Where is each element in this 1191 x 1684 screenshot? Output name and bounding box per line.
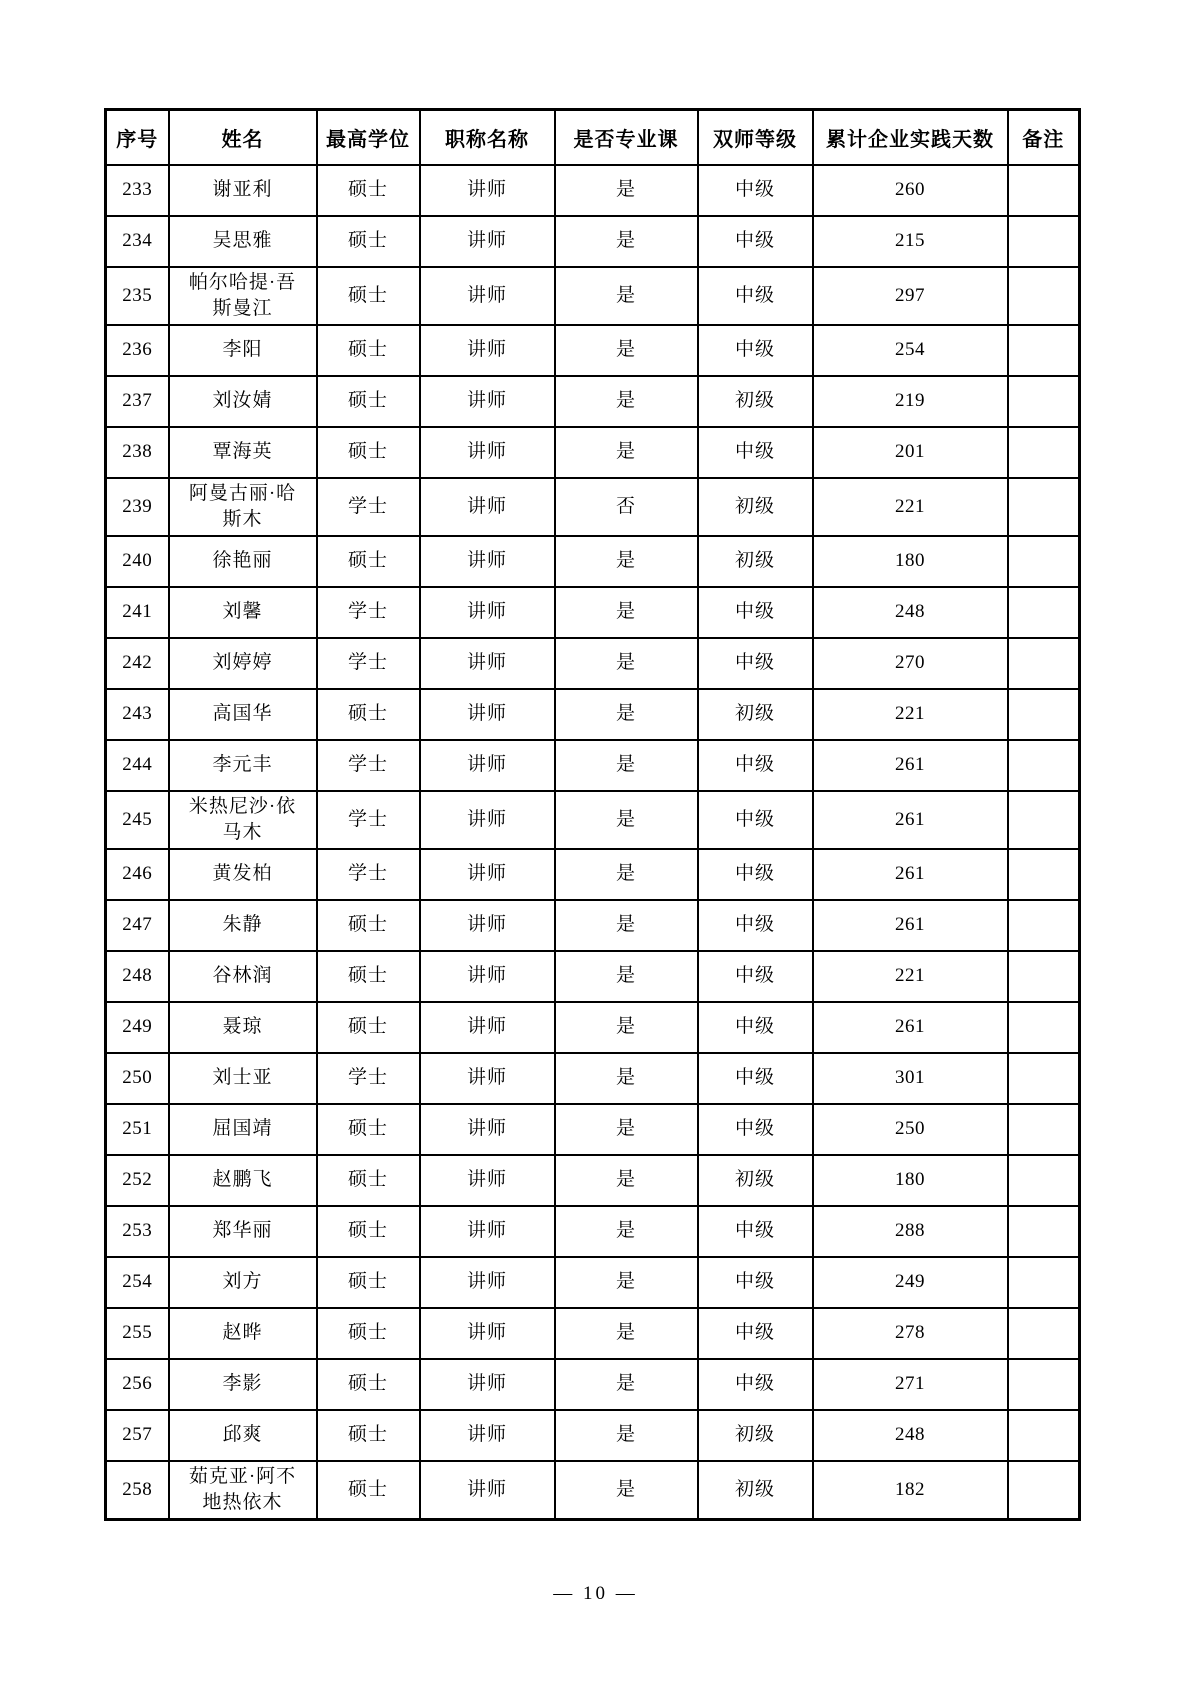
- cell-remark: [1008, 638, 1080, 689]
- cell-name: 邱爽: [169, 1410, 317, 1461]
- cell-is_professional_course: 是: [555, 1461, 698, 1520]
- table-row: [106, 951, 1080, 1002]
- cell-remark: [1008, 689, 1080, 740]
- table-row: [106, 849, 1080, 900]
- cell-title: 讲师: [420, 638, 555, 689]
- cell-degree: 硕士: [317, 427, 420, 478]
- cell-dual_teacher_level: 初级: [698, 1155, 813, 1206]
- table-row: [106, 1257, 1080, 1308]
- cell-practice_days: 301: [813, 1053, 1008, 1104]
- cell-index: 255: [106, 1308, 169, 1359]
- cell-name: 屈国靖: [169, 1104, 317, 1155]
- cell-name: 覃海英: [169, 427, 317, 478]
- cell-degree: 硕士: [317, 165, 420, 216]
- cell-dual_teacher_level: 中级: [698, 740, 813, 791]
- table-row: [106, 689, 1080, 740]
- cell-name: 刘馨: [169, 587, 317, 638]
- cell-dual_teacher_level: 中级: [698, 951, 813, 1002]
- table-row: [106, 216, 1080, 267]
- cell-dual_teacher_level: 中级: [698, 587, 813, 638]
- table-row: [106, 325, 1080, 376]
- cell-index: 238: [106, 427, 169, 478]
- cell-remark: [1008, 900, 1080, 951]
- cell-is_professional_course: 是: [555, 689, 698, 740]
- cell-index: 253: [106, 1206, 169, 1257]
- cell-remark: [1008, 587, 1080, 638]
- cell-degree: 硕士: [317, 376, 420, 427]
- cell-index: 258: [106, 1461, 169, 1520]
- cell-degree: 硕士: [317, 267, 420, 325]
- cell-is_professional_course: 是: [555, 427, 698, 478]
- cell-degree: 硕士: [317, 1206, 420, 1257]
- cell-remark: [1008, 1104, 1080, 1155]
- cell-name: 徐艳丽: [169, 536, 317, 587]
- cell-remark: [1008, 1461, 1080, 1520]
- cell-degree: 硕士: [317, 1308, 420, 1359]
- cell-name: 谷林润: [169, 951, 317, 1002]
- cell-dual_teacher_level: 中级: [698, 216, 813, 267]
- cell-title: 讲师: [420, 165, 555, 216]
- cell-is_professional_course: 是: [555, 849, 698, 900]
- cell-remark: [1008, 791, 1080, 849]
- cell-degree: 硕士: [317, 689, 420, 740]
- table-row: [106, 478, 1080, 536]
- cell-practice_days: 221: [813, 478, 1008, 536]
- cell-name: 米热尼沙·依马木: [169, 791, 317, 849]
- cell-name: 茹克亚·阿不地热依木: [169, 1461, 317, 1520]
- cell-practice_days: 221: [813, 689, 1008, 740]
- cell-dual_teacher_level: 中级: [698, 638, 813, 689]
- cell-practice_days: 215: [813, 216, 1008, 267]
- cell-practice_days: 180: [813, 1155, 1008, 1206]
- cell-is_professional_course: 是: [555, 1155, 698, 1206]
- cell-degree: 硕士: [317, 1410, 420, 1461]
- table-header-row: [106, 110, 1080, 165]
- cell-dual_teacher_level: 中级: [698, 1053, 813, 1104]
- cell-dual_teacher_level: 中级: [698, 427, 813, 478]
- cell-dual_teacher_level: 中级: [698, 1002, 813, 1053]
- cell-is_professional_course: 是: [555, 1308, 698, 1359]
- cell-degree: 学士: [317, 791, 420, 849]
- cell-title: 讲师: [420, 791, 555, 849]
- cell-title: 讲师: [420, 1053, 555, 1104]
- cell-title: 讲师: [420, 689, 555, 740]
- cell-title: 讲师: [420, 849, 555, 900]
- cell-dual_teacher_level: 中级: [698, 325, 813, 376]
- cell-is_professional_course: 是: [555, 900, 698, 951]
- cell-degree: 硕士: [317, 1257, 420, 1308]
- cell-dual_teacher_level: 初级: [698, 478, 813, 536]
- cell-title: 讲师: [420, 325, 555, 376]
- cell-practice_days: 250: [813, 1104, 1008, 1155]
- cell-is_professional_course: 是: [555, 267, 698, 325]
- cell-index: 244: [106, 740, 169, 791]
- cell-dual_teacher_level: 中级: [698, 267, 813, 325]
- cell-title: 讲师: [420, 1002, 555, 1053]
- table-row: [106, 376, 1080, 427]
- cell-practice_days: 219: [813, 376, 1008, 427]
- cell-title: 讲师: [420, 1308, 555, 1359]
- cell-name: 帕尔哈提·吾斯曼江: [169, 267, 317, 325]
- cell-practice_days: 261: [813, 849, 1008, 900]
- cell-degree: 硕士: [317, 1155, 420, 1206]
- cell-dual_teacher_level: 中级: [698, 1104, 813, 1155]
- cell-practice_days: 260: [813, 165, 1008, 216]
- cell-remark: [1008, 1002, 1080, 1053]
- cell-title: 讲师: [420, 951, 555, 1002]
- cell-practice_days: 270: [813, 638, 1008, 689]
- table-row: [106, 1359, 1080, 1410]
- cell-dual_teacher_level: 中级: [698, 1308, 813, 1359]
- table-row: [106, 1461, 1080, 1520]
- cell-title: 讲师: [420, 216, 555, 267]
- cell-degree: 硕士: [317, 1002, 420, 1053]
- table-row: [106, 1155, 1080, 1206]
- cell-title: 讲师: [420, 427, 555, 478]
- table-row: [106, 740, 1080, 791]
- table-row: [106, 427, 1080, 478]
- cell-is_professional_course: 是: [555, 1410, 698, 1461]
- cell-index: 246: [106, 849, 169, 900]
- cell-remark: [1008, 267, 1080, 325]
- cell-remark: [1008, 165, 1080, 216]
- cell-is_professional_course: 是: [555, 536, 698, 587]
- cell-name: 阿曼古丽·哈斯木: [169, 478, 317, 536]
- cell-title: 讲师: [420, 376, 555, 427]
- table-row: [106, 267, 1080, 325]
- cell-name: 刘婷婷: [169, 638, 317, 689]
- cell-dual_teacher_level: 初级: [698, 1461, 813, 1520]
- cell-index: 233: [106, 165, 169, 216]
- cell-is_professional_course: 是: [555, 1104, 698, 1155]
- cell-remark: [1008, 1308, 1080, 1359]
- cell-index: 254: [106, 1257, 169, 1308]
- cell-degree: 学士: [317, 740, 420, 791]
- cell-index: 237: [106, 376, 169, 427]
- cell-practice_days: 271: [813, 1359, 1008, 1410]
- cell-title: 讲师: [420, 478, 555, 536]
- cell-is_professional_course: 是: [555, 740, 698, 791]
- cell-index: 245: [106, 791, 169, 849]
- column-header-title: 职称名称: [420, 110, 555, 165]
- cell-title: 讲师: [420, 740, 555, 791]
- cell-name: 刘方: [169, 1257, 317, 1308]
- cell-title: 讲师: [420, 1359, 555, 1410]
- cell-degree: 硕士: [317, 1359, 420, 1410]
- cell-name: 吴思雅: [169, 216, 317, 267]
- cell-degree: 硕士: [317, 216, 420, 267]
- cell-practice_days: 180: [813, 536, 1008, 587]
- cell-remark: [1008, 1155, 1080, 1206]
- cell-name: 高国华: [169, 689, 317, 740]
- cell-index: 243: [106, 689, 169, 740]
- cell-title: 讲师: [420, 536, 555, 587]
- cell-dual_teacher_level: 中级: [698, 1359, 813, 1410]
- cell-title: 讲师: [420, 1206, 555, 1257]
- cell-remark: [1008, 376, 1080, 427]
- cell-practice_days: 248: [813, 1410, 1008, 1461]
- cell-is_professional_course: 是: [555, 1206, 698, 1257]
- cell-degree: 学士: [317, 638, 420, 689]
- table-row: [106, 1104, 1080, 1155]
- cell-practice_days: 221: [813, 951, 1008, 1002]
- cell-practice_days: 261: [813, 900, 1008, 951]
- cell-degree: 硕士: [317, 325, 420, 376]
- cell-is_professional_course: 是: [555, 1257, 698, 1308]
- cell-remark: [1008, 740, 1080, 791]
- cell-degree: 硕士: [317, 900, 420, 951]
- table-row: [106, 1002, 1080, 1053]
- table-row: [106, 165, 1080, 216]
- cell-index: 247: [106, 900, 169, 951]
- cell-title: 讲师: [420, 900, 555, 951]
- cell-index: 257: [106, 1410, 169, 1461]
- cell-index: 235: [106, 267, 169, 325]
- table-row: [106, 1410, 1080, 1461]
- cell-dual_teacher_level: 初级: [698, 536, 813, 587]
- cell-dual_teacher_level: 中级: [698, 849, 813, 900]
- cell-practice_days: 254: [813, 325, 1008, 376]
- cell-is_professional_course: 是: [555, 216, 698, 267]
- cell-degree: 学士: [317, 1053, 420, 1104]
- cell-degree: 硕士: [317, 1104, 420, 1155]
- cell-title: 讲师: [420, 1257, 555, 1308]
- cell-name: 李影: [169, 1359, 317, 1410]
- cell-title: 讲师: [420, 1104, 555, 1155]
- column-header-name: 姓名: [169, 110, 317, 165]
- cell-is_professional_course: 是: [555, 325, 698, 376]
- table-row: [106, 900, 1080, 951]
- cell-dual_teacher_level: 中级: [698, 1257, 813, 1308]
- cell-practice_days: 288: [813, 1206, 1008, 1257]
- cell-name: 聂琼: [169, 1002, 317, 1053]
- table-row: [106, 536, 1080, 587]
- cell-practice_days: 297: [813, 267, 1008, 325]
- column-header-is_professional_course: 是否专业课: [555, 110, 698, 165]
- cell-practice_days: 249: [813, 1257, 1008, 1308]
- cell-dual_teacher_level: 初级: [698, 1410, 813, 1461]
- cell-dual_teacher_level: 中级: [698, 1206, 813, 1257]
- cell-name: 谢亚利: [169, 165, 317, 216]
- cell-is_professional_course: 是: [555, 638, 698, 689]
- cell-remark: [1008, 216, 1080, 267]
- cell-degree: 学士: [317, 478, 420, 536]
- cell-name: 郑华丽: [169, 1206, 317, 1257]
- table-row: [106, 1206, 1080, 1257]
- page-number: — 10 —: [553, 1583, 638, 1604]
- cell-remark: [1008, 1410, 1080, 1461]
- column-header-degree: 最高学位: [317, 110, 420, 165]
- cell-name: 黄发柏: [169, 849, 317, 900]
- cell-name: 李阳: [169, 325, 317, 376]
- cell-dual_teacher_level: 中级: [698, 791, 813, 849]
- cell-index: 236: [106, 325, 169, 376]
- cell-dual_teacher_level: 初级: [698, 376, 813, 427]
- column-header-dual_teacher_level: 双师等级: [698, 110, 813, 165]
- cell-remark: [1008, 1359, 1080, 1410]
- cell-is_professional_course: 是: [555, 587, 698, 638]
- cell-index: 240: [106, 536, 169, 587]
- cell-is_professional_course: 是: [555, 791, 698, 849]
- cell-index: 251: [106, 1104, 169, 1155]
- cell-is_professional_course: 是: [555, 1002, 698, 1053]
- cell-is_professional_course: 是: [555, 1053, 698, 1104]
- cell-remark: [1008, 951, 1080, 1002]
- cell-practice_days: 261: [813, 1002, 1008, 1053]
- cell-title: 讲师: [420, 1155, 555, 1206]
- cell-index: 249: [106, 1002, 169, 1053]
- cell-remark: [1008, 1206, 1080, 1257]
- cell-is_professional_course: 是: [555, 165, 698, 216]
- cell-remark: [1008, 325, 1080, 376]
- cell-index: 256: [106, 1359, 169, 1410]
- cell-is_professional_course: 是: [555, 376, 698, 427]
- cell-index: 241: [106, 587, 169, 638]
- cell-degree: 硕士: [317, 951, 420, 1002]
- cell-dual_teacher_level: 中级: [698, 165, 813, 216]
- cell-degree: 学士: [317, 849, 420, 900]
- table-row: [106, 791, 1080, 849]
- cell-degree: 硕士: [317, 536, 420, 587]
- cell-practice_days: 248: [813, 587, 1008, 638]
- cell-index: 234: [106, 216, 169, 267]
- cell-remark: [1008, 1257, 1080, 1308]
- cell-is_professional_course: 是: [555, 1359, 698, 1410]
- cell-title: 讲师: [420, 1461, 555, 1520]
- cell-name: 赵晔: [169, 1308, 317, 1359]
- cell-index: 250: [106, 1053, 169, 1104]
- table-row: [106, 1053, 1080, 1104]
- table-row: [106, 638, 1080, 689]
- cell-index: 242: [106, 638, 169, 689]
- table-row: [106, 587, 1080, 638]
- cell-degree: 硕士: [317, 1461, 420, 1520]
- cell-name: 李元丰: [169, 740, 317, 791]
- cell-remark: [1008, 536, 1080, 587]
- column-header-index: 序号: [106, 110, 169, 165]
- cell-practice_days: 182: [813, 1461, 1008, 1520]
- cell-degree: 学士: [317, 587, 420, 638]
- teacher-practice-table: [104, 108, 1081, 1521]
- cell-title: 讲师: [420, 1410, 555, 1461]
- cell-title: 讲师: [420, 267, 555, 325]
- cell-practice_days: 261: [813, 740, 1008, 791]
- cell-index: 252: [106, 1155, 169, 1206]
- cell-dual_teacher_level: 初级: [698, 689, 813, 740]
- cell-name: 刘士亚: [169, 1053, 317, 1104]
- cell-is_professional_course: 是: [555, 951, 698, 1002]
- column-header-remark: 备注: [1008, 110, 1080, 165]
- cell-remark: [1008, 478, 1080, 536]
- cell-practice_days: 261: [813, 791, 1008, 849]
- cell-practice_days: 278: [813, 1308, 1008, 1359]
- cell-remark: [1008, 427, 1080, 478]
- column-header-practice_days: 累计企业实践天数: [813, 110, 1008, 165]
- cell-remark: [1008, 849, 1080, 900]
- cell-name: 刘汝婧: [169, 376, 317, 427]
- cell-is_professional_course: 否: [555, 478, 698, 536]
- cell-index: 239: [106, 478, 169, 536]
- cell-remark: [1008, 1053, 1080, 1104]
- table-row: [106, 1308, 1080, 1359]
- cell-practice_days: 201: [813, 427, 1008, 478]
- cell-name: 朱静: [169, 900, 317, 951]
- cell-index: 248: [106, 951, 169, 1002]
- cell-title: 讲师: [420, 587, 555, 638]
- cell-dual_teacher_level: 中级: [698, 900, 813, 951]
- cell-name: 赵鹏飞: [169, 1155, 317, 1206]
